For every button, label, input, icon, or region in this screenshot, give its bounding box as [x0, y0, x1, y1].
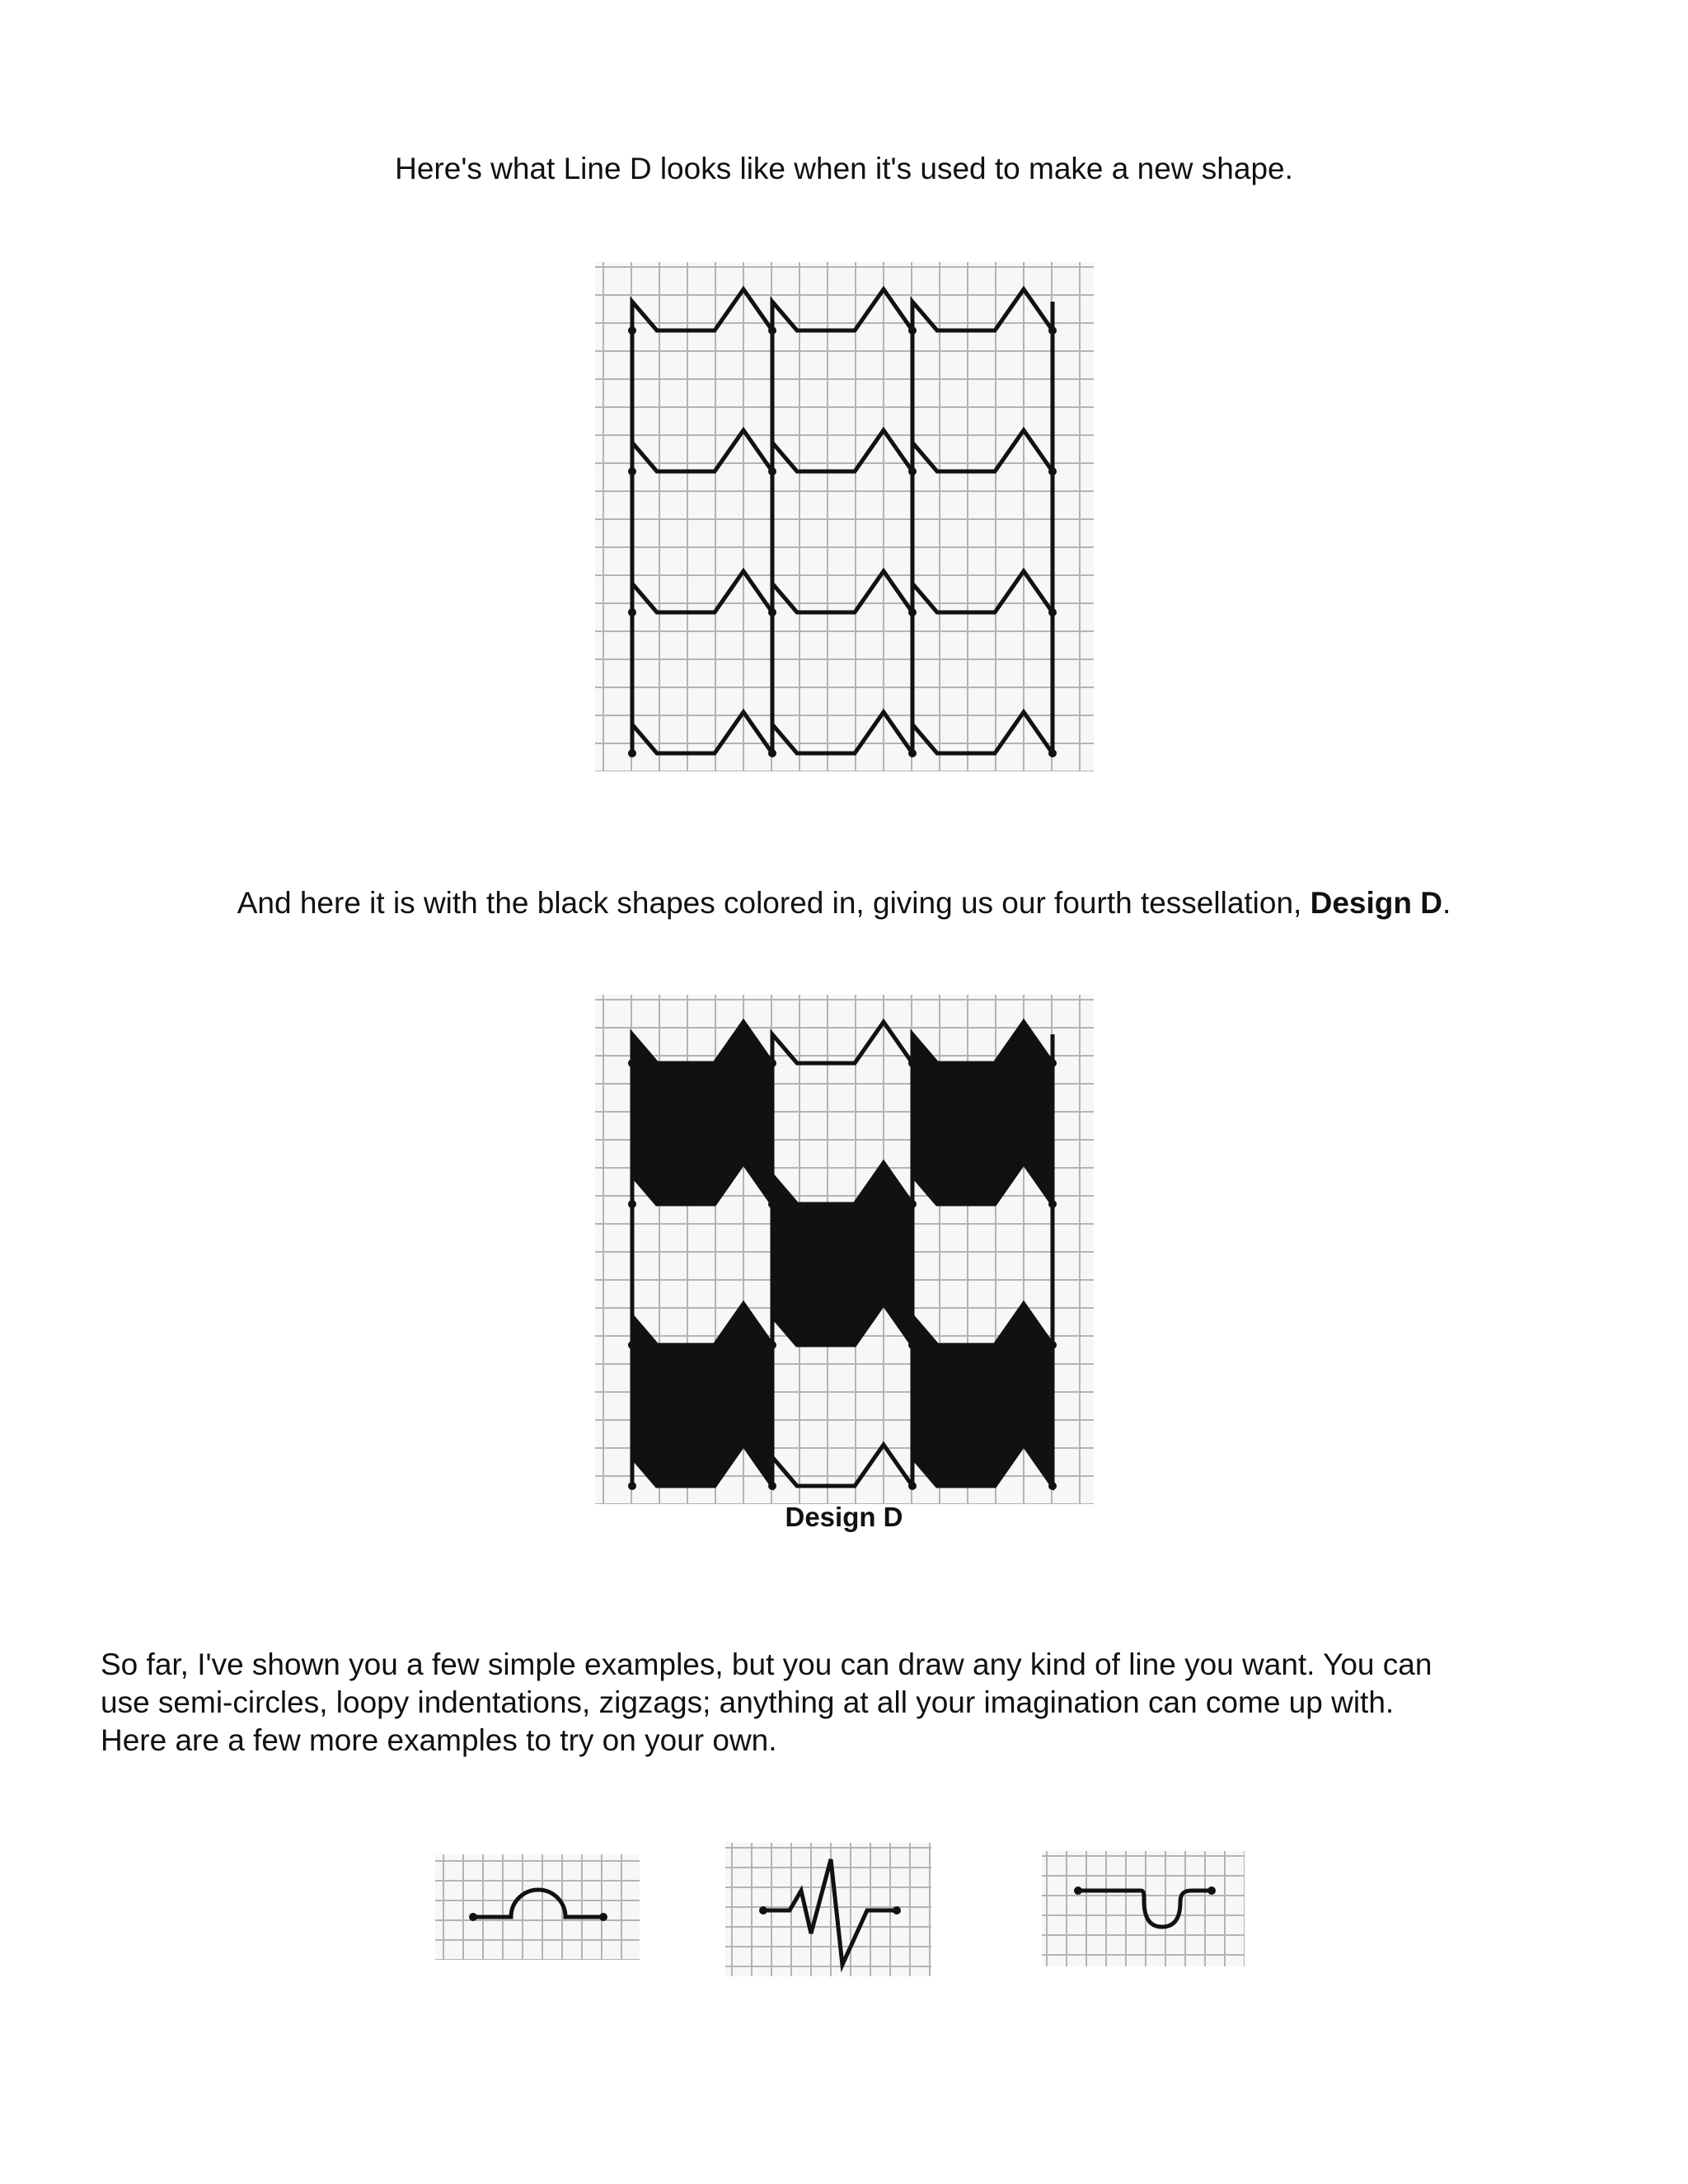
joint-dot: [768, 608, 776, 616]
joint-dot: [908, 1341, 917, 1349]
joint-dot: [908, 749, 917, 757]
joint-dot: [628, 1341, 636, 1349]
joint-dot: [1048, 1200, 1057, 1208]
joint-dot: [768, 1200, 776, 1208]
graph-paper: [435, 1854, 640, 1960]
joint-dot: [768, 1341, 776, 1349]
closing-paragraph: [101, 1646, 1625, 1760]
joint-dot: [768, 467, 776, 476]
joint-dot: [628, 1482, 636, 1490]
joint-dot: [768, 1059, 776, 1067]
semi-circle-line-example: [435, 1854, 640, 1960]
joint-dot: [908, 1059, 917, 1067]
paragraph-line: use semi-circles, loopy indentations, zigzags; anything at all your imagination can come up with.: [101, 1685, 1395, 1719]
joint-dot: [628, 749, 636, 757]
design-d-bold-text: Design D: [1310, 886, 1442, 920]
joint-dot: [908, 1482, 917, 1490]
joint-dot: [908, 326, 917, 335]
joint-dot: [768, 1482, 776, 1490]
joint-dot: [908, 467, 917, 476]
joint-dot: [628, 326, 636, 335]
end-dot: [469, 1913, 477, 1921]
zigzag-line-example: [725, 1843, 931, 1976]
end-dot: [1074, 1886, 1082, 1895]
joint-dot: [1048, 1482, 1057, 1490]
graph-paper: [595, 262, 1094, 771]
joint-dot: [628, 1059, 636, 1067]
joint-dot: [628, 608, 636, 616]
joint-dot: [1048, 1341, 1057, 1349]
end-dot: [759, 1906, 767, 1915]
loopy-indentation-line-example: [1042, 1851, 1245, 1966]
intro-text: Here's what Line D looks like when it's used to make a new shape.: [395, 152, 1293, 185]
outline-tessellation-figure: [595, 262, 1094, 771]
paragraph-line: So far, I've shown you a few simple examples, but you can draw any kind of line you want. You can: [101, 1647, 1432, 1681]
joint-dot: [628, 467, 636, 476]
joint-dot: [768, 326, 776, 335]
joint-dot: [768, 749, 776, 757]
end-dot: [599, 1913, 607, 1921]
colored-text-after: .: [1442, 886, 1451, 920]
joint-dot: [1048, 1059, 1057, 1067]
joint-dot: [1048, 326, 1057, 335]
end-dot: [1207, 1886, 1216, 1895]
joint-dot: [1048, 467, 1057, 476]
figure-caption: Design D: [785, 1502, 903, 1532]
joint-dot: [628, 1200, 636, 1208]
end-dot: [893, 1906, 901, 1915]
colored-text: [0, 884, 1688, 921]
joint-dot: [1048, 608, 1057, 616]
colored-text-before: And here it is with the black shapes colored in, giving us our fourth tessellation,: [237, 886, 1311, 920]
joint-dot: [1048, 749, 1057, 757]
joint-dot: [908, 1200, 917, 1208]
joint-dot: [908, 608, 917, 616]
paragraph-line: Here are a few more examples to try on your own.: [101, 1723, 777, 1757]
filled-tessellation-figure: [595, 995, 1094, 1504]
